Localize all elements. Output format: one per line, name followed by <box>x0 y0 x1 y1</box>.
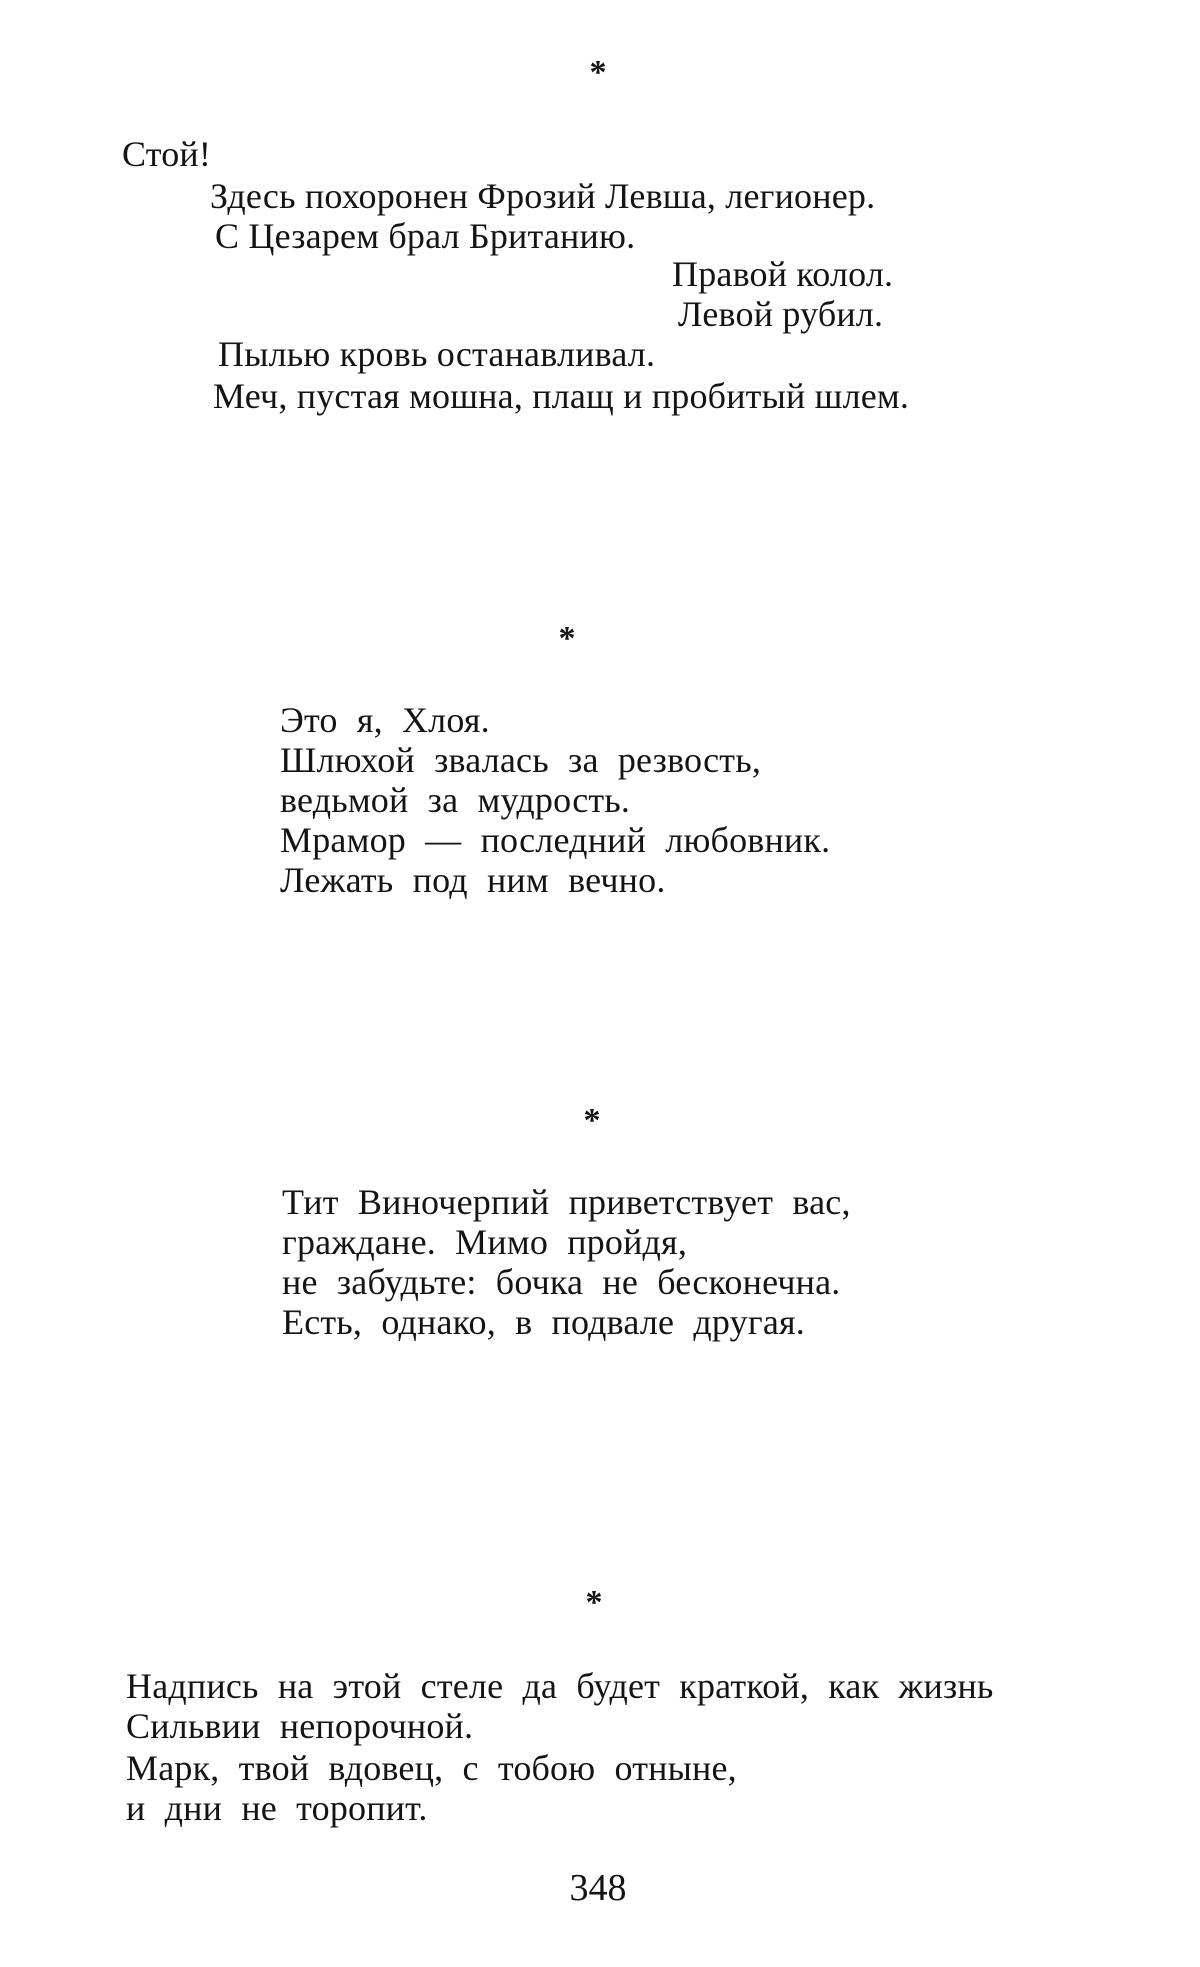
poem-4-line-4: и дни не торопит. <box>126 1788 428 1828</box>
poem-4-line-2: Сильвии непорочной. <box>126 1706 474 1746</box>
poem-1-line-4: Правой колол. <box>672 254 894 294</box>
poem-1-line-6: Пылью кровь останавливал. <box>218 334 656 374</box>
section-separator-3: * <box>583 1102 601 1139</box>
poem-2-line-5: Лежать под ним вечно. <box>280 860 666 900</box>
poem-2-line-3: ведьмой за мудрость. <box>280 780 631 820</box>
page-number: 348 <box>569 1867 627 1909</box>
section-separator-2: * <box>558 620 576 657</box>
section-separator-4: * <box>585 1584 603 1621</box>
poem-3-line-3: не забудьте: бочка не бесконечна. <box>282 1262 841 1302</box>
poem-1-line-3: С Цезарем брал Британию. <box>215 216 636 256</box>
poem-3-line-4: Есть, однако, в подвале другая. <box>282 1302 805 1342</box>
poem-4-line-3: Марк, твой вдовец, с тобою отныне, <box>126 1748 737 1788</box>
poem-4-line-1: Надпись на этой стеле да будет краткой, как жизнь <box>126 1666 994 1706</box>
poem-1-line-2: Здесь похоронен Фрозий Левша, легионер. <box>210 176 876 216</box>
section-separator-1: * <box>589 54 607 91</box>
poem-1-line-5: Левой рубил. <box>678 294 884 334</box>
poem-2-line-4: Мрамор — последний любовник. <box>280 820 831 860</box>
poem-2-line-1: Это я, Хлоя. <box>280 700 490 740</box>
poem-3-line-1: Тит Виночерпий приветствует вас, <box>282 1182 851 1222</box>
poem-1-line-1: Стой! <box>122 134 212 174</box>
poem-1-line-7: Меч, пустая мошна, плащ и пробитый шлем. <box>213 376 910 416</box>
poem-3-line-2: граждане. Мимо пройдя, <box>282 1222 688 1262</box>
poem-2-line-2: Шлюхой звалась за резвость, <box>280 740 762 780</box>
